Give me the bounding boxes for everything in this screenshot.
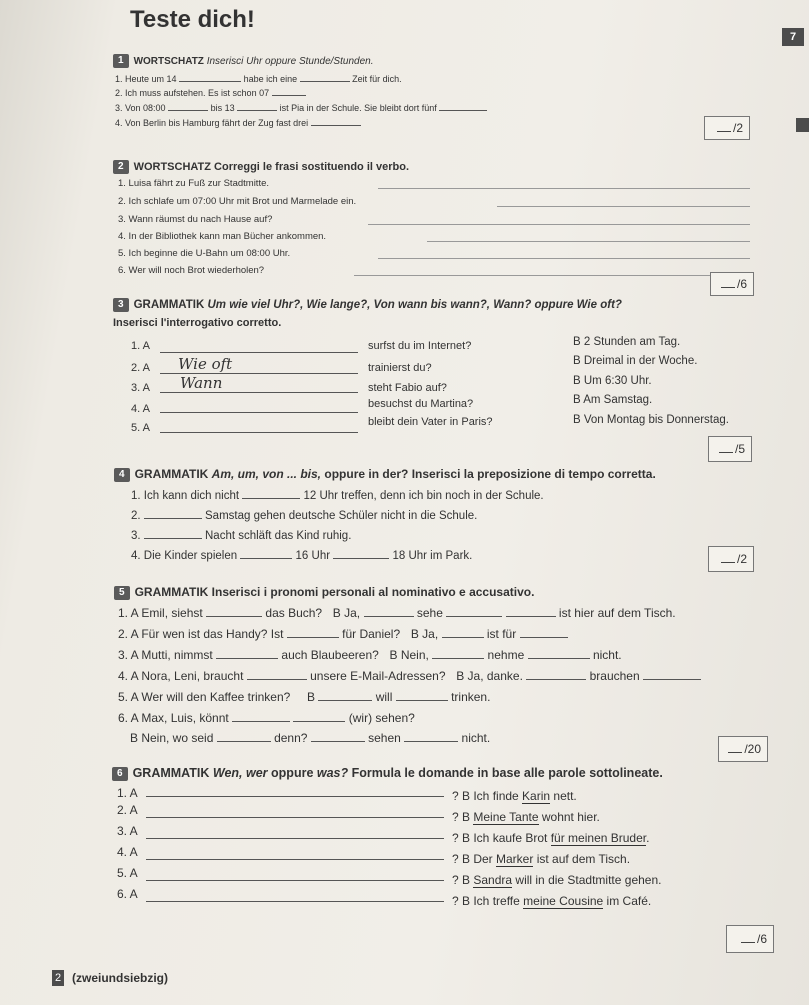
text: das Buch? bbox=[265, 606, 323, 620]
blank[interactable] bbox=[364, 616, 414, 617]
text: 16 Uhr bbox=[295, 550, 331, 562]
underlined-word: Marker bbox=[496, 852, 534, 866]
exercise-1-badge: 1 bbox=[113, 54, 129, 68]
blank[interactable] bbox=[216, 658, 278, 659]
exercise-2-item-6: 6. Wer will noch Brot wiederholen? bbox=[118, 265, 265, 276]
text: ? B Ich kaufe Brot bbox=[452, 831, 551, 845]
answer-text: B Am Samstag. bbox=[573, 394, 653, 406]
text: habe ich eine bbox=[243, 74, 298, 84]
row-number: 4. A bbox=[131, 403, 150, 415]
blank[interactable] bbox=[237, 110, 277, 111]
blank[interactable] bbox=[506, 616, 556, 617]
blank[interactable] bbox=[333, 558, 389, 559]
exercise-3-row-3 bbox=[131, 382, 150, 394]
exercise-6-title: GRAMMATIK bbox=[132, 766, 210, 780]
exercise-1-heading bbox=[113, 54, 373, 68]
exercise-6-row-4-number: 4. A bbox=[117, 845, 138, 859]
underlined-word: Meine Tante bbox=[473, 810, 539, 824]
blank[interactable] bbox=[272, 95, 306, 96]
text: B bbox=[307, 690, 316, 704]
text: 4. A Nora, Leni, braucht bbox=[118, 669, 244, 683]
text: 1. Heute um 14 bbox=[115, 74, 177, 84]
exercise-5-instruction: Inserisci i pronomi personali al nominativo e accusativo. bbox=[211, 585, 535, 599]
text: . bbox=[646, 831, 650, 845]
blank[interactable] bbox=[311, 125, 361, 126]
exercise-4-instruction-italic: Am, um, von ... bis, bbox=[211, 467, 322, 481]
exercise-1-line-3 bbox=[115, 103, 487, 113]
blank[interactable] bbox=[396, 700, 448, 701]
blank[interactable] bbox=[179, 81, 241, 82]
underlined-word: Sandra bbox=[473, 873, 513, 887]
text: Zeit für dich. bbox=[352, 74, 402, 84]
answer-blank[interactable] bbox=[146, 880, 444, 881]
exercise-5-line-2 bbox=[118, 627, 568, 641]
exercise-4-score-box[interactable] bbox=[708, 546, 754, 572]
answer-blank[interactable] bbox=[146, 838, 444, 839]
exercise-6-score-box[interactable] bbox=[726, 925, 774, 953]
handwritten-answer: Wann bbox=[180, 374, 223, 392]
answer-blank[interactable] bbox=[160, 338, 358, 353]
exercise-1-line-1 bbox=[115, 74, 402, 84]
text: B Ja, bbox=[410, 627, 439, 641]
score-total: /6 bbox=[756, 932, 767, 946]
text: wohnt hier. bbox=[538, 810, 600, 824]
exercise-5-title: GRAMMATIK bbox=[134, 585, 209, 599]
blank[interactable] bbox=[240, 558, 292, 559]
answer-blank[interactable] bbox=[160, 418, 358, 433]
answer-blank[interactable] bbox=[146, 859, 444, 860]
text: Samstag gehen deutsche Schüler nicht in die Schule. bbox=[205, 510, 478, 522]
text: denn? bbox=[274, 731, 308, 745]
exercise-6-row-2-number: 2. A bbox=[117, 803, 138, 817]
text: 4. Von Berlin bis Hamburg fährt der Zug fast drei bbox=[115, 118, 309, 128]
score-total: /20 bbox=[744, 742, 761, 756]
row-number: 5. A bbox=[131, 422, 150, 434]
exercise-6-row-5-number: 5. A bbox=[117, 866, 138, 880]
row-number: 2. A bbox=[131, 362, 150, 374]
text: auch Blaubeeren? bbox=[281, 648, 379, 662]
exercise-3-badge: 3 bbox=[113, 298, 129, 312]
answer-text: B Dreimal in der Woche. bbox=[573, 355, 698, 367]
text: 2. Ich muss aufstehen. Es ist schon 07 bbox=[115, 88, 270, 98]
underlined-word: für meinen Bruder bbox=[550, 831, 647, 845]
exercise-2-title: WORTSCHATZ bbox=[133, 161, 211, 173]
text: ? B Ich treffe bbox=[452, 894, 524, 908]
answer-blank[interactable] bbox=[146, 901, 444, 902]
blank[interactable] bbox=[404, 741, 458, 742]
exercise-6-row-2-answer bbox=[452, 810, 600, 824]
text: 12 Uhr treffen, denn ich bin noch in der Schule. bbox=[303, 490, 544, 502]
exercise-4-line-2 bbox=[131, 510, 477, 522]
blank[interactable] bbox=[247, 679, 307, 680]
question-text: besuchst du Martina? bbox=[368, 398, 474, 410]
answer-blank[interactable] bbox=[146, 817, 444, 818]
blank[interactable] bbox=[442, 637, 484, 638]
answer-text: B Von Montag bis Donnerstag. bbox=[573, 414, 729, 426]
exercise-2-item-4: 4. In der Bibliothek kann man Bücher ankommen. bbox=[118, 231, 327, 242]
score-total: /5 bbox=[734, 442, 745, 456]
text: 5. A Wer will den Kaffee trinken? bbox=[118, 690, 291, 704]
exercise-2-heading bbox=[113, 160, 409, 174]
blank[interactable] bbox=[232, 721, 290, 722]
text: bis 13 bbox=[210, 103, 235, 113]
text: will bbox=[375, 690, 393, 704]
exercise-3-row-5 bbox=[131, 422, 150, 434]
answer-blank[interactable] bbox=[160, 355, 358, 374]
exercise-4-title: GRAMMATIK bbox=[134, 467, 209, 481]
exercise-1-score-box[interactable] bbox=[704, 116, 750, 140]
footer-page-number: (zweiundsiebzig) bbox=[72, 971, 168, 985]
text: nehme bbox=[487, 648, 525, 662]
exercise-6-row-3-number: 3. A bbox=[117, 824, 138, 838]
exercise-3-instruction: Um wie viel Uhr?, Wie lange?, Von wann bis wann?, Wann? oppure Wie oft? bbox=[207, 299, 622, 311]
blank[interactable] bbox=[311, 741, 365, 742]
text: will in die Stadtmitte gehen. bbox=[512, 873, 662, 887]
text: für Daniel? bbox=[342, 627, 401, 641]
exercise-6-badge: 6 bbox=[112, 767, 128, 781]
underlined-word: Karin bbox=[522, 789, 551, 803]
question-text: surfst du im Internet? bbox=[368, 340, 472, 352]
question-text: bleibt dein Vater in Paris? bbox=[368, 416, 493, 428]
exercise-6-row-6-answer bbox=[452, 894, 651, 908]
text: 1. Ich kann dich nicht bbox=[131, 490, 240, 502]
text: ? B Der bbox=[452, 852, 497, 866]
text: sehen bbox=[368, 731, 401, 745]
exercise-3-heading bbox=[113, 298, 622, 312]
edge-tab-marker bbox=[796, 118, 809, 132]
text: nicht. bbox=[592, 648, 622, 662]
exercise-5-line-6 bbox=[118, 711, 415, 725]
answer-blank[interactable] bbox=[146, 796, 444, 797]
text: ist auf dem Tisch. bbox=[533, 852, 631, 866]
exercise-1-title: WORTSCHATZ bbox=[133, 56, 204, 67]
handwritten-answer: Wie oft bbox=[178, 355, 233, 373]
blank[interactable] bbox=[318, 700, 372, 701]
exercise-4-badge: 4 bbox=[114, 468, 130, 482]
text: 4. Die Kinder spielen bbox=[131, 550, 238, 562]
score-total: /6 bbox=[736, 277, 747, 291]
exercise-3-row-2 bbox=[131, 362, 150, 374]
page-number-tab: 7 bbox=[782, 28, 804, 46]
answer-blank[interactable] bbox=[160, 374, 358, 393]
question-text: steht Fabio auf? bbox=[368, 382, 447, 394]
exercise-5-badge: 5 bbox=[114, 586, 130, 600]
text: B Nein, bbox=[389, 648, 429, 662]
blank[interactable] bbox=[432, 658, 484, 659]
exercise-2-badge: 2 bbox=[113, 160, 129, 174]
exercise-2-instruction: Correggi le frasi sostituendo il verbo. bbox=[214, 161, 410, 173]
blank[interactable] bbox=[293, 721, 345, 722]
blank[interactable] bbox=[144, 538, 202, 539]
exercise-6-instruction-word: oppure bbox=[271, 766, 314, 780]
text: 1. A Emil, siehst bbox=[118, 606, 203, 620]
question-text: trainierst du? bbox=[368, 362, 432, 374]
text: nett. bbox=[550, 789, 577, 803]
exercise-3-instruction-2: Inserisci l'interrogativo corretto. bbox=[113, 317, 282, 329]
exercise-2-item-3: 3. Wann räumst du nach Hause auf? bbox=[118, 214, 273, 225]
exercise-6-row-1-number: 1. A bbox=[117, 786, 138, 800]
exercise-5-line-7 bbox=[130, 731, 490, 745]
blank[interactable] bbox=[300, 81, 350, 82]
exercise-6-heading bbox=[112, 766, 663, 781]
exercise-6-instruction-italic: Wen, wer bbox=[212, 766, 268, 780]
exercise-6-instruction: Formula le domande in base alle parole sottolineate. bbox=[351, 766, 663, 780]
blank[interactable] bbox=[217, 741, 271, 742]
exercise-6-row-4-answer bbox=[452, 852, 630, 866]
exercise-6-row-3-answer bbox=[452, 831, 649, 845]
text: 18 Uhr im Park. bbox=[392, 550, 473, 562]
exercise-4-line-4 bbox=[131, 550, 472, 562]
text: brauchen bbox=[589, 669, 640, 683]
text: 2. A Für wen ist das Handy? Ist bbox=[118, 627, 284, 641]
row-number: 3. A bbox=[131, 382, 150, 394]
text: nicht. bbox=[461, 731, 491, 745]
answer-blank[interactable] bbox=[160, 398, 358, 413]
exercise-4-line-1 bbox=[131, 490, 544, 502]
exercise-2-score-box[interactable] bbox=[710, 272, 754, 296]
text: 3. bbox=[131, 530, 141, 542]
text: trinken. bbox=[451, 690, 491, 704]
exercise-3-row-4 bbox=[131, 403, 150, 415]
blank[interactable] bbox=[528, 658, 590, 659]
exercise-3-score-box[interactable] bbox=[708, 436, 752, 462]
footer-page-badge: 2 bbox=[52, 970, 64, 986]
answer-text: B Um 6:30 Uhr. bbox=[573, 375, 652, 387]
text: 3. Von 08:00 bbox=[115, 103, 166, 113]
exercise-3-title: GRAMMATIK bbox=[133, 299, 205, 311]
text: B Nein, wo seid bbox=[130, 731, 214, 745]
text: unsere E-Mail-Adressen? bbox=[310, 669, 446, 683]
row-number: 1. A bbox=[131, 340, 150, 352]
exercise-5-line-1 bbox=[118, 606, 676, 620]
answer-text: B 2 Stunden am Tag. bbox=[573, 336, 681, 348]
exercise-1-line-2 bbox=[115, 88, 306, 98]
text: B Ja, bbox=[332, 606, 361, 620]
exercise-5-line-5 bbox=[118, 690, 490, 704]
exercise-5-heading bbox=[114, 585, 534, 600]
exercise-6-instruction-italic-2: was? bbox=[316, 766, 349, 780]
blank[interactable] bbox=[206, 616, 262, 617]
exercise-4-heading bbox=[114, 467, 656, 482]
text: (wir) sehen? bbox=[348, 711, 415, 725]
blank[interactable] bbox=[287, 637, 339, 638]
blank[interactable] bbox=[526, 679, 586, 680]
exercise-2-item-2: 2. Ich schlafe um 07:00 Uhr mit Brot und Marmelade ein. bbox=[118, 196, 357, 207]
exercise-1-instruction: Inserisci Uhr oppure Stunde/Stunden. bbox=[206, 56, 374, 67]
text: Nacht schläft das Kind ruhig. bbox=[205, 530, 352, 542]
blank[interactable] bbox=[643, 679, 701, 680]
exercise-4-line-3 bbox=[131, 530, 351, 542]
score-total: /2 bbox=[732, 121, 743, 135]
text: B Ja, danke. bbox=[456, 669, 523, 683]
page-title: Teste dich! bbox=[130, 6, 255, 33]
blank[interactable] bbox=[168, 110, 208, 111]
text: im Café. bbox=[603, 894, 652, 908]
underlined-word: meine Cousine bbox=[523, 894, 604, 908]
text: 2. bbox=[131, 510, 141, 522]
exercise-5-score-box[interactable] bbox=[718, 736, 768, 762]
blank[interactable] bbox=[144, 518, 202, 519]
exercise-1-line-4 bbox=[115, 118, 361, 128]
text: ? B bbox=[452, 873, 474, 887]
text: ist hier auf dem Tisch. bbox=[558, 606, 676, 620]
text: 3. A Mutti, nimmst bbox=[118, 648, 213, 662]
exercise-5-line-4 bbox=[118, 669, 701, 683]
text: sehe bbox=[416, 606, 443, 620]
blank[interactable] bbox=[520, 637, 568, 638]
exercise-5-line-3 bbox=[118, 648, 622, 662]
blank[interactable] bbox=[242, 498, 300, 499]
blank[interactable] bbox=[439, 110, 487, 111]
exercise-4-instruction: oppure in der? Inserisci la preposizione di tempo corretta. bbox=[324, 467, 656, 481]
score-total: /2 bbox=[736, 552, 747, 566]
exercise-2-item-1: 1. Luisa fährt zu Fuß zur Stadtmitte. bbox=[118, 178, 270, 189]
text: ? B Ich finde bbox=[452, 789, 523, 803]
exercise-6-row-5-answer bbox=[452, 873, 661, 887]
exercise-3-row-1 bbox=[131, 340, 150, 352]
exercise-2-item-5: 5. Ich beginne die U-Bahn um 08:00 Uhr. bbox=[118, 248, 291, 259]
text: ist Pia in der Schule. Sie bleibt dort fünf bbox=[279, 103, 437, 113]
text: 6. A Max, Luis, könnt bbox=[118, 711, 229, 725]
text: ? B bbox=[452, 810, 474, 824]
blank[interactable] bbox=[446, 616, 502, 617]
exercise-6-row-6-number: 6. A bbox=[117, 887, 138, 901]
text: ist für bbox=[486, 627, 517, 641]
exercise-6-row-1-answer bbox=[452, 789, 577, 803]
